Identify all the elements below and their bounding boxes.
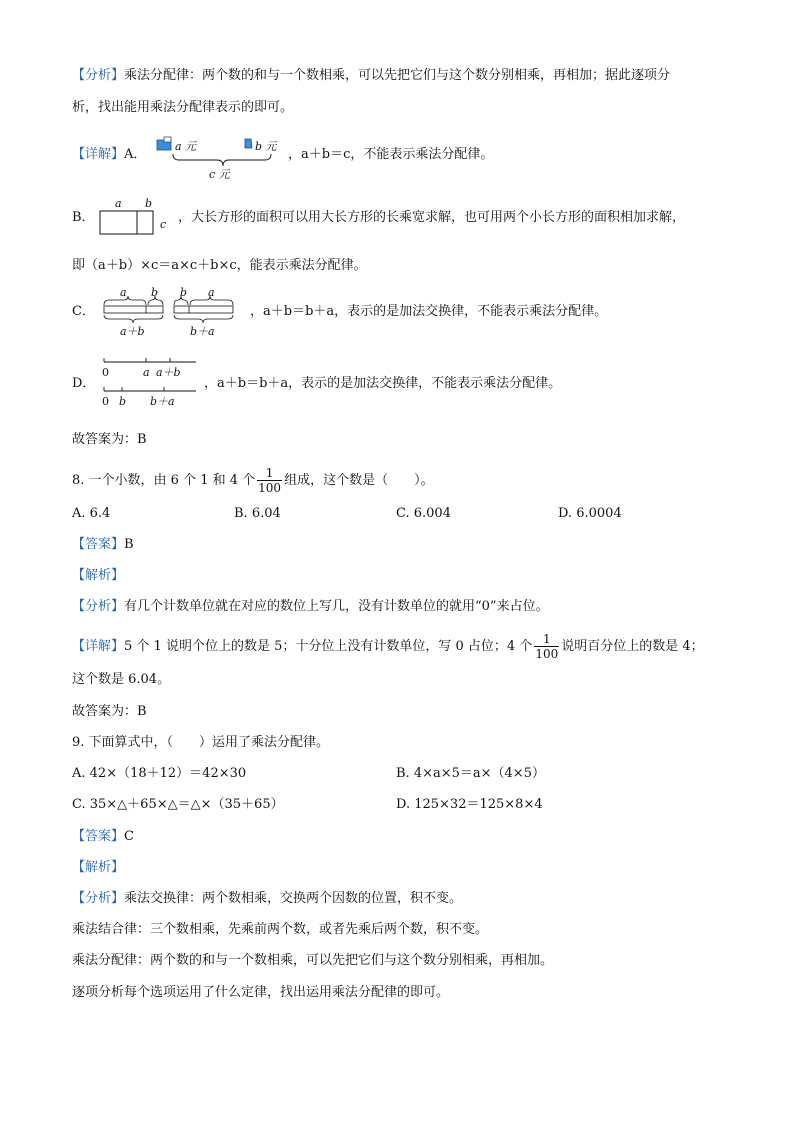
option-A-text: ，a＋b＝c，不能表示乘法分配律。 <box>288 147 494 162</box>
fraction-one-hundredth <box>257 466 282 495</box>
option-D-text: ，a＋b＝b＋a，表示的是加法交换律，不能表示乘法分配律。 <box>204 376 562 391</box>
q9-option-C: C. 35×△＋65×△＝△×（35＋65） <box>72 797 284 812</box>
option-B-prefix: B． <box>72 210 95 225</box>
big-rectangle <box>100 211 153 234</box>
q8-stem-after: 组成，这个数是（ ）。 <box>284 473 434 488</box>
q8-conclusion: 故答案为：B <box>72 704 147 719</box>
detail-after: 说明百分位上的数是 4； <box>561 639 704 654</box>
analysis-text: 乘法交换律：两个数相乘，交换两个因数的位置，积不变。 <box>124 891 463 906</box>
figure-D-number-lines <box>98 353 202 411</box>
q8-stem <box>72 466 434 495</box>
label-sum2: b＋a <box>190 325 215 338</box>
label-a: a <box>120 286 127 299</box>
q8-option-A: A. 6.4 <box>72 506 111 521</box>
label-zero: 0 <box>102 366 109 379</box>
q7-detail-A <box>72 146 146 164</box>
q8-option-B: B. 6.04 <box>234 506 281 521</box>
jiexi-tag: 【解析】 <box>72 860 125 875</box>
answer-tag: 【答案】 <box>72 537 125 552</box>
label-apb: a＋b <box>156 366 181 379</box>
q9-answer <box>72 828 134 846</box>
label-b2: b <box>180 286 188 299</box>
label-b: b <box>119 395 127 408</box>
label-sum1: a＋b <box>120 325 145 338</box>
label-a2: a <box>208 286 215 299</box>
fraction-denominator: 100 <box>535 647 559 661</box>
analysis-text: 乘法分配律：两个数的和与一个数相乘，可以先把它们与这个数分别相乘，再相加；据此逐项分 <box>124 68 671 83</box>
option-B-text-2: 即（a＋b）×c＝a×c＋b×c，能表示乘法分配律。 <box>72 258 367 273</box>
option-C-prefix: C． <box>72 304 95 319</box>
a-price-label: a 元 <box>175 140 197 153</box>
q9-stem: 9. 下面算式中，（ ）运用了乘法分配律。 <box>72 735 330 750</box>
q9-line3: 乘法分配律：两个数的和与一个数相乘，可以先把它们与这个数分别相乘，再相加。 <box>72 953 554 968</box>
option-B-text: ，大长方形的面积可以用大长方形的长乘宽求解，也可用两个小长方形的面积相加求解， <box>178 210 686 225</box>
b-price-label: b 元 <box>255 140 277 153</box>
answer-value: B <box>124 537 134 552</box>
fraction-denominator: 100 <box>258 481 282 495</box>
analysis-tag: 【分析】 <box>72 891 125 906</box>
detail-tag: 【详解】 <box>72 147 125 162</box>
q9-line2: 乘法结合律：三个数相乘，先乘前两个数，或者先乘后两个数，积不变。 <box>72 922 489 937</box>
figure-B-rectangle <box>95 196 177 240</box>
answer-value: C <box>124 829 134 844</box>
figure-C-segments <box>100 285 240 339</box>
pencil-box-lid <box>164 137 171 142</box>
q8-analysis <box>72 598 549 616</box>
bar-ab <box>104 306 163 313</box>
label-b: b <box>145 197 153 210</box>
option-A-prefix: A． <box>124 147 147 162</box>
analysis-tag: 【分析】 <box>72 68 125 83</box>
q8-option-C: C. 6.004 <box>396 506 451 521</box>
detail-tag: 【详解】 <box>72 639 125 654</box>
brace-sum2 <box>174 315 233 323</box>
figure-A-price-brace <box>155 136 290 182</box>
label-b: b <box>151 286 159 299</box>
q9-option-A: A. 42×（18＋12）＝42×30 <box>72 766 247 781</box>
q8-answer <box>72 536 134 554</box>
q7-conclusion: 故答案为：B <box>72 432 147 447</box>
option-C-text: ，a＋b＝b＋a，表示的是加法交换律，不能表示乘法分配律。 <box>250 304 608 319</box>
q8-detail-line2: 这个数是 6.04。 <box>72 672 171 687</box>
q9-jiexi <box>72 859 124 877</box>
bar-ba <box>174 306 233 313</box>
brace-sum1 <box>104 315 163 323</box>
fraction-numerator: 1 <box>534 632 559 647</box>
q7-analysis-line1 <box>72 67 670 85</box>
q8-option-D: D. 6.0004 <box>558 506 622 521</box>
fraction-one-hundredth <box>534 632 559 661</box>
option-D-prefix: D． <box>72 376 96 391</box>
q9-analysis <box>72 890 462 908</box>
label-bpa: b＋a <box>150 395 175 408</box>
q8-jiexi <box>72 567 124 585</box>
label-a: a <box>143 366 150 379</box>
analysis-tag: 【分析】 <box>72 599 125 614</box>
q9-option-B: B. 4×a×5＝a×（4×5） <box>396 766 545 781</box>
label-a: a <box>115 197 122 210</box>
q9-line4: 逐项分析每个选项运用了什么定律，找出运用乘法分配律的即可。 <box>72 985 450 1000</box>
q8-detail <box>72 632 704 661</box>
answer-tag: 【答案】 <box>72 829 125 844</box>
eraser-icon <box>245 139 252 148</box>
q8-stem-before: 8. 一个小数，由 6 个 1 和 4 个 <box>72 473 256 488</box>
detail-before: 5 个 1 说明个位上的数是 5；十分位上没有计数单位，写 0 占位；4 个 <box>124 639 533 654</box>
analysis-text: 有几个计数单位就在对应的数位上写几，没有计数单位的就用“0”来占位。 <box>124 599 549 614</box>
brace <box>173 154 271 166</box>
c-price-label: c 元 <box>209 168 230 181</box>
jiexi-tag: 【解析】 <box>72 568 125 583</box>
label-c: c <box>160 218 167 231</box>
fraction-numerator: 1 <box>257 466 282 481</box>
q7-analysis-line2: 析，找出能用乘法分配律表示的即可。 <box>72 100 294 115</box>
label-zero-2: 0 <box>102 395 109 408</box>
q9-option-D: D. 125×32＝125×8×4 <box>396 797 543 812</box>
